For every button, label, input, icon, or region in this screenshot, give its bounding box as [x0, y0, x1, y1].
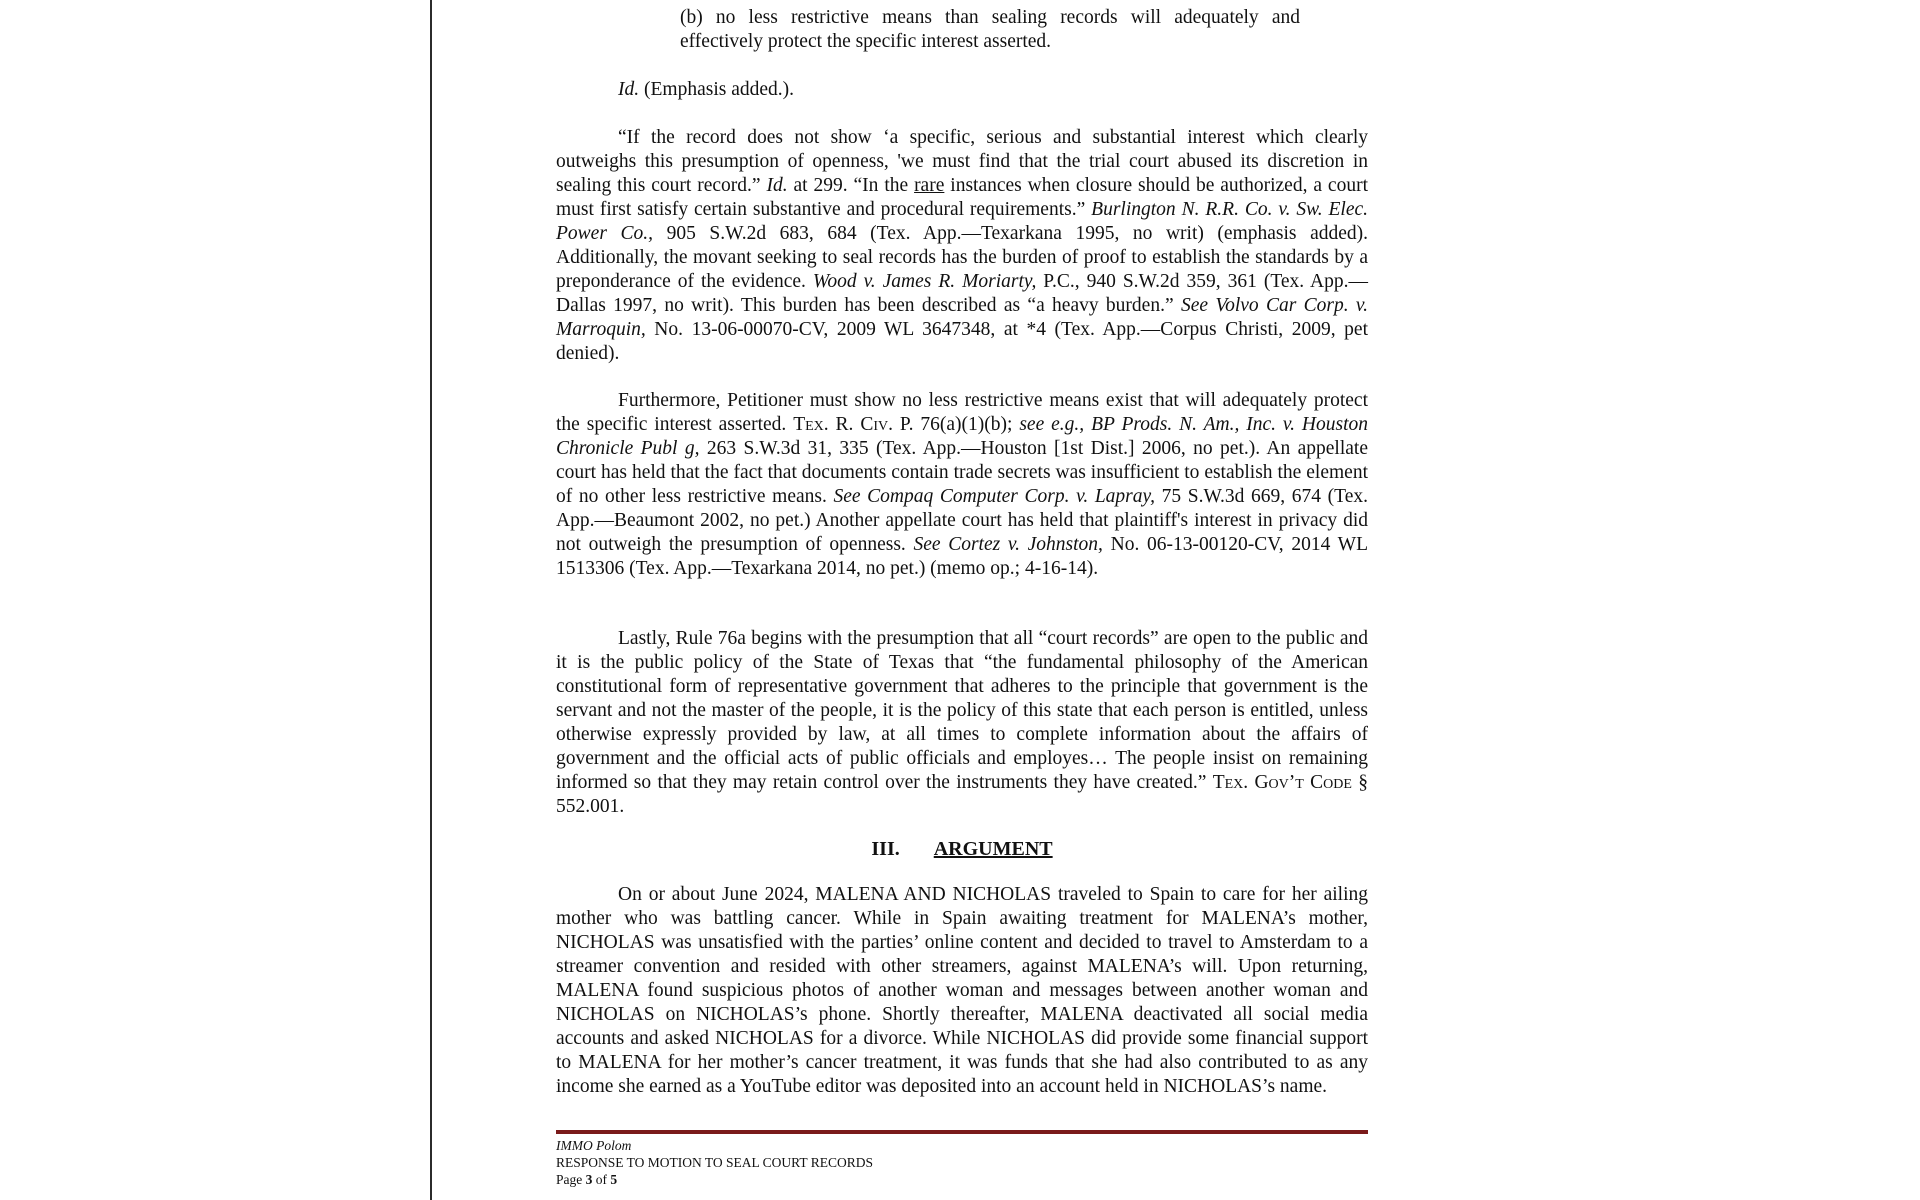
para1-text-6: No. 13-06-00070-CV, 2009 WL 3647348, at *4 (Tex. App.—Corpus Christi, 2009, pet denied).: [556, 319, 1368, 364]
para1-cite-wood: Wood v. James R. Moriarty,: [812, 271, 1037, 292]
para1-underlined-rare: rare: [914, 175, 945, 196]
section-heading: [556, 838, 1368, 861]
para2-text-2: 76(a)(1)(b);: [913, 414, 1020, 435]
paragraph-public-policy: [556, 627, 1368, 819]
para2-text-4: 75 S.W.3d 669, 674 (Tex. App.—Beaumont 2002, no pet.) Another appellate court has held that plaintiff's interest in privacy did not outweigh the presumption of openness.: [556, 486, 1369, 555]
para2-text-5: No. 06-13-00120-CV, 2014 WL 1513306 (Tex. App.—Texarkana 2014, no pet.) (memo op.; 4-16-14).: [556, 534, 1368, 579]
paragraph-argument: [556, 883, 1368, 1099]
para3-text-1: Lastly, Rule 76a begins with the presumption that all “court records” are open to the public and it is the public policy of the State of Texas that “the fundamental philosophy of the American constitutional form of representative government that adheres to the principle that government is the servant and not the master of the people, it is the policy of this state that each person is entitled, unless otherwise expressly provided by law, at all times to complete information about the affairs of government and the official acts of public officials and employes… The people insist on remaining informed so that they may retain control over the instruments they have created.”: [556, 628, 1368, 793]
para1-cite-volvo: See Volvo Car Corp. v. Marroquin,: [556, 295, 1369, 340]
para1-text-5: P.C., 940 S.W.2d 359, 361 (Tex. App.—Dallas 1997, no writ). This burden has been described as “a heavy burden.”: [556, 271, 1369, 316]
footer-page-current: 3: [585, 1172, 593, 1187]
page-footer: [556, 1137, 873, 1188]
para2-text-1: Furthermore, Petitioner must show no less restrictive means exist that will adequately protect the specific interest asserted.: [556, 390, 1368, 435]
para2-cite-bp: see e.g., BP Prods. N. Am., Inc. v. Houston Chronicle Publ g,: [556, 414, 1369, 459]
para3-text-2: § 552.001.: [556, 772, 1369, 817]
para1-text-2: at 299. “In the: [787, 175, 915, 196]
para4-text: On or about June 2024, MALENA AND NICHOLAS traveled to Spain to care for her ailing mother who was battling cancer. While in Spain awaiting treatment for MALENA’s mother, NICHOLAS was unsatisfied with the parties’ online content and decided to travel to Amsterdam to a streamer convention and resided with other streamers, against MALENA’s will. Upon returning, MALENA found suspicious photos of another woman and messages between another woman and NICHOLAS on NICHOLAS’s phone. Shortly thereafter, MALENA deactivated all social media accounts and asked NICHOLAS for a divorce. While NICHOLAS did provide some financial support to MALENA for her mother’s cancer treatment, it was funds that she had also contributed to as any income she earned as a YouTube editor was deposited into an account held in NICHOLAS’s name.: [556, 884, 1368, 1097]
section-title: ARGUMENT: [933, 838, 1053, 860]
footer-page-label: Page: [556, 1172, 586, 1187]
id-cite: Id.: [618, 79, 640, 100]
footer-page-of: of: [592, 1172, 611, 1187]
para2-rule-cite: Tex. R. Civ. P.: [793, 414, 914, 435]
footer-case-name: IMMO Polom: [556, 1138, 632, 1153]
para1-text-4: 905 S.W.2d 683, 684 (Tex. App.—Texarkana 1995, no writ) (emphasis added). Additionally, the movant seeking to seal records has the burden of proof to establish the standards by a preponderance of the evidence.: [556, 223, 1369, 292]
para2-cite-cortez: See Cortez v. Johnston,: [913, 534, 1103, 555]
para3-code-cite: Tex. Gov’t Code: [1212, 772, 1352, 793]
footer-document-title: RESPONSE TO MOTION TO SEAL COURT RECORDS: [556, 1155, 873, 1170]
para2-text-3: 263 S.W.3d 31, 335 (Tex. App.—Houston [1st Dist.] 2006, no pet.). An appellate court has held that the fact that documents contain trade secrets was insufficient to establish the element of no other less restrictive means.: [556, 438, 1368, 507]
section-number: III.: [871, 838, 900, 860]
para1-cite-burlington: Burlington N. R.R. Co. v. Sw. Elec. Power Co.,: [556, 199, 1368, 244]
page-margin-line: [430, 0, 432, 1200]
footer-page-total: 5: [610, 1172, 618, 1187]
paragraph-presumption: [556, 126, 1368, 366]
paragraph-restrictive-means: [556, 389, 1368, 581]
para1-cite-id: Id.: [766, 175, 788, 196]
para1-text-3: instances when closure should be authorized, a court must first satisfy certain substantive and procedural requirements.”: [556, 175, 1368, 220]
footer-divider: [556, 1130, 1368, 1134]
id-cite-rest: (Emphasis added.).: [639, 79, 795, 100]
footer-page-number: [556, 1171, 873, 1188]
para2-cite-compaq: See Compaq Computer Corp. v. Lapray,: [833, 486, 1155, 507]
id-citation: [618, 78, 1368, 102]
block-quote: (b) no less restrictive means than sealing records will adequately and effectively protect the specific interest asserted.: [680, 7, 1300, 52]
para1-text-1: “If the record does not show ‘a specific, serious and substantial interest which clearly outweighs this presumption of openness, 'we must find that the trial court abused its discretion in sealing this court record.”: [556, 127, 1368, 196]
